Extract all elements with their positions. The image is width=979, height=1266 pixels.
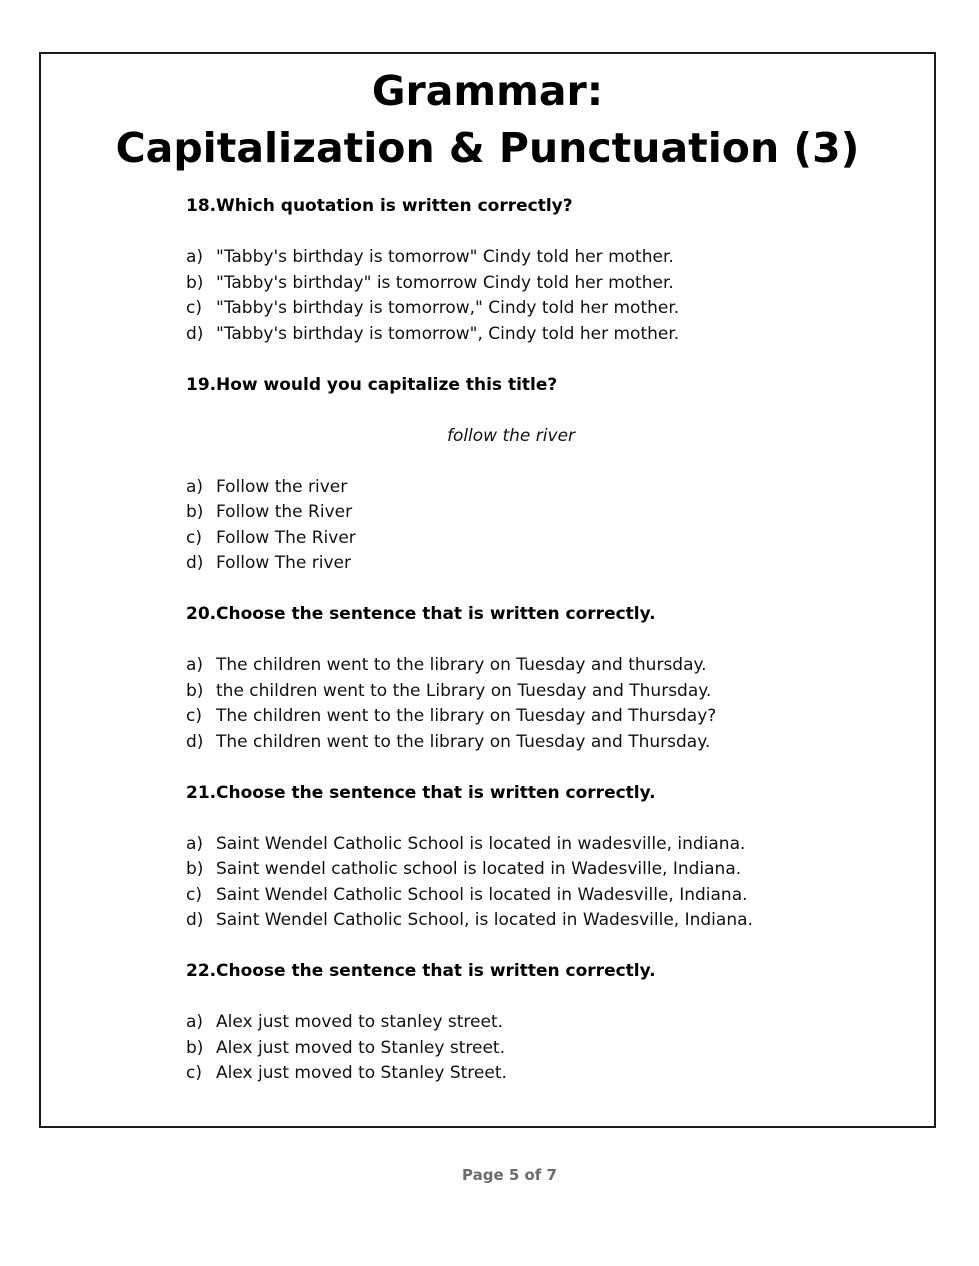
option-letter: b): [186, 680, 204, 701]
option-letter: d): [186, 553, 204, 573]
question-text: Choose the sentence that is written correctly.: [216, 782, 656, 803]
option-text: The children went to the library on Tuesday and Thursday.: [216, 731, 711, 752]
question-number: 18.: [186, 196, 217, 216]
option-text: The children went to the library on Tuesday and Thursday?: [216, 706, 717, 726]
option-text: Saint Wendel Catholic School is located in Wadesville, Indiana.: [216, 884, 748, 905]
option-22c[interactable]: [186, 1061, 866, 1087]
option-text: Saint wendel catholic school is located in Wadesville, Indiana.: [216, 859, 742, 879]
option-letter: a): [186, 655, 204, 675]
question-number: 22.: [186, 961, 217, 981]
questions-list: [186, 194, 866, 1087]
option-letter: d): [186, 731, 204, 752]
question-text: Which quotation is written correctly?: [216, 196, 573, 216]
option-18b[interactable]: [186, 271, 866, 297]
question-22: [186, 959, 866, 985]
option-21b[interactable]: [186, 857, 866, 883]
question-number: 19.: [186, 374, 217, 395]
option-20c[interactable]: [186, 704, 866, 730]
question-19: [186, 373, 866, 399]
option-text: "Tabby's birthday" is tomorrow Cindy told her mother.: [216, 272, 674, 293]
option-22b[interactable]: [186, 1036, 866, 1062]
option-letter: d): [186, 323, 204, 344]
question-text: Choose the sentence that is written correctly.: [216, 604, 656, 624]
option-letter: b): [186, 859, 204, 879]
option-text: Follow the river: [216, 476, 348, 497]
option-text: Alex just moved to Stanley street.: [216, 1037, 505, 1058]
option-letter: c): [186, 298, 202, 318]
option-letter: d): [186, 910, 204, 930]
question-number: 21.: [186, 782, 217, 803]
option-19d[interactable]: [186, 551, 866, 577]
option-18d[interactable]: [186, 322, 866, 348]
worksheet-frame: [39, 52, 936, 1128]
option-text: Follow the River: [216, 502, 353, 522]
option-21c[interactable]: [186, 883, 866, 909]
page-title: Grammar:: [371, 67, 604, 115]
question-18: [186, 194, 866, 220]
option-text: Alex just moved to Stanley Street.: [216, 1063, 507, 1083]
option-text: Saint Wendel Catholic School is located in wadesville, indiana.: [216, 833, 746, 854]
option-20a[interactable]: [186, 653, 866, 679]
question-20: [186, 602, 866, 628]
option-letter: a): [186, 1012, 204, 1032]
option-letter: c): [186, 1063, 202, 1083]
page-subtitle: Capitalization & Punctuation (3): [115, 124, 860, 172]
option-20d[interactable]: [186, 730, 866, 756]
option-text: The children went to the library on Tuesday and thursday.: [216, 655, 707, 675]
option-22a[interactable]: [186, 1010, 866, 1036]
option-text: "Tabby's birthday is tomorrow," Cindy told her mother.: [216, 298, 680, 318]
option-18c[interactable]: [186, 296, 866, 322]
option-letter: b): [186, 502, 204, 522]
option-21a[interactable]: [186, 832, 866, 858]
option-letter: b): [186, 1037, 204, 1058]
option-letter: a): [186, 476, 204, 497]
option-21d[interactable]: [186, 908, 866, 934]
option-19a[interactable]: [186, 475, 866, 501]
option-19b[interactable]: [186, 500, 866, 526]
option-letter: c): [186, 884, 202, 905]
option-letter: a): [186, 247, 204, 267]
option-letter: c): [186, 706, 202, 726]
option-text: Follow The river: [216, 553, 351, 573]
question-text: Choose the sentence that is written correctly.: [216, 961, 656, 981]
page-number: Page 5 of 7: [462, 1166, 557, 1184]
question-text: How would you capitalize this title?: [216, 374, 558, 395]
question-21: [186, 781, 866, 807]
question-number: 20.: [186, 604, 217, 624]
option-text: "Tabby's birthday is tomorrow" Cindy told her mother.: [216, 247, 674, 267]
option-19c[interactable]: [186, 526, 866, 552]
option-18a[interactable]: [186, 245, 866, 271]
option-letter: c): [186, 527, 202, 548]
option-letter: b): [186, 272, 204, 293]
option-text: Alex just moved to stanley street.: [216, 1012, 504, 1032]
option-text: Saint Wendel Catholic School, is located in Wadesville, Indiana.: [216, 910, 753, 930]
option-text: "Tabby's birthday is tomorrow", Cindy told her mother.: [216, 323, 680, 344]
option-20b[interactable]: [186, 679, 866, 705]
option-letter: a): [186, 833, 204, 854]
option-text: the children went to the Library on Tuesday and Thursday.: [216, 680, 712, 701]
option-text: Follow The River: [216, 527, 356, 548]
title-prompt: follow the river: [446, 425, 576, 446]
